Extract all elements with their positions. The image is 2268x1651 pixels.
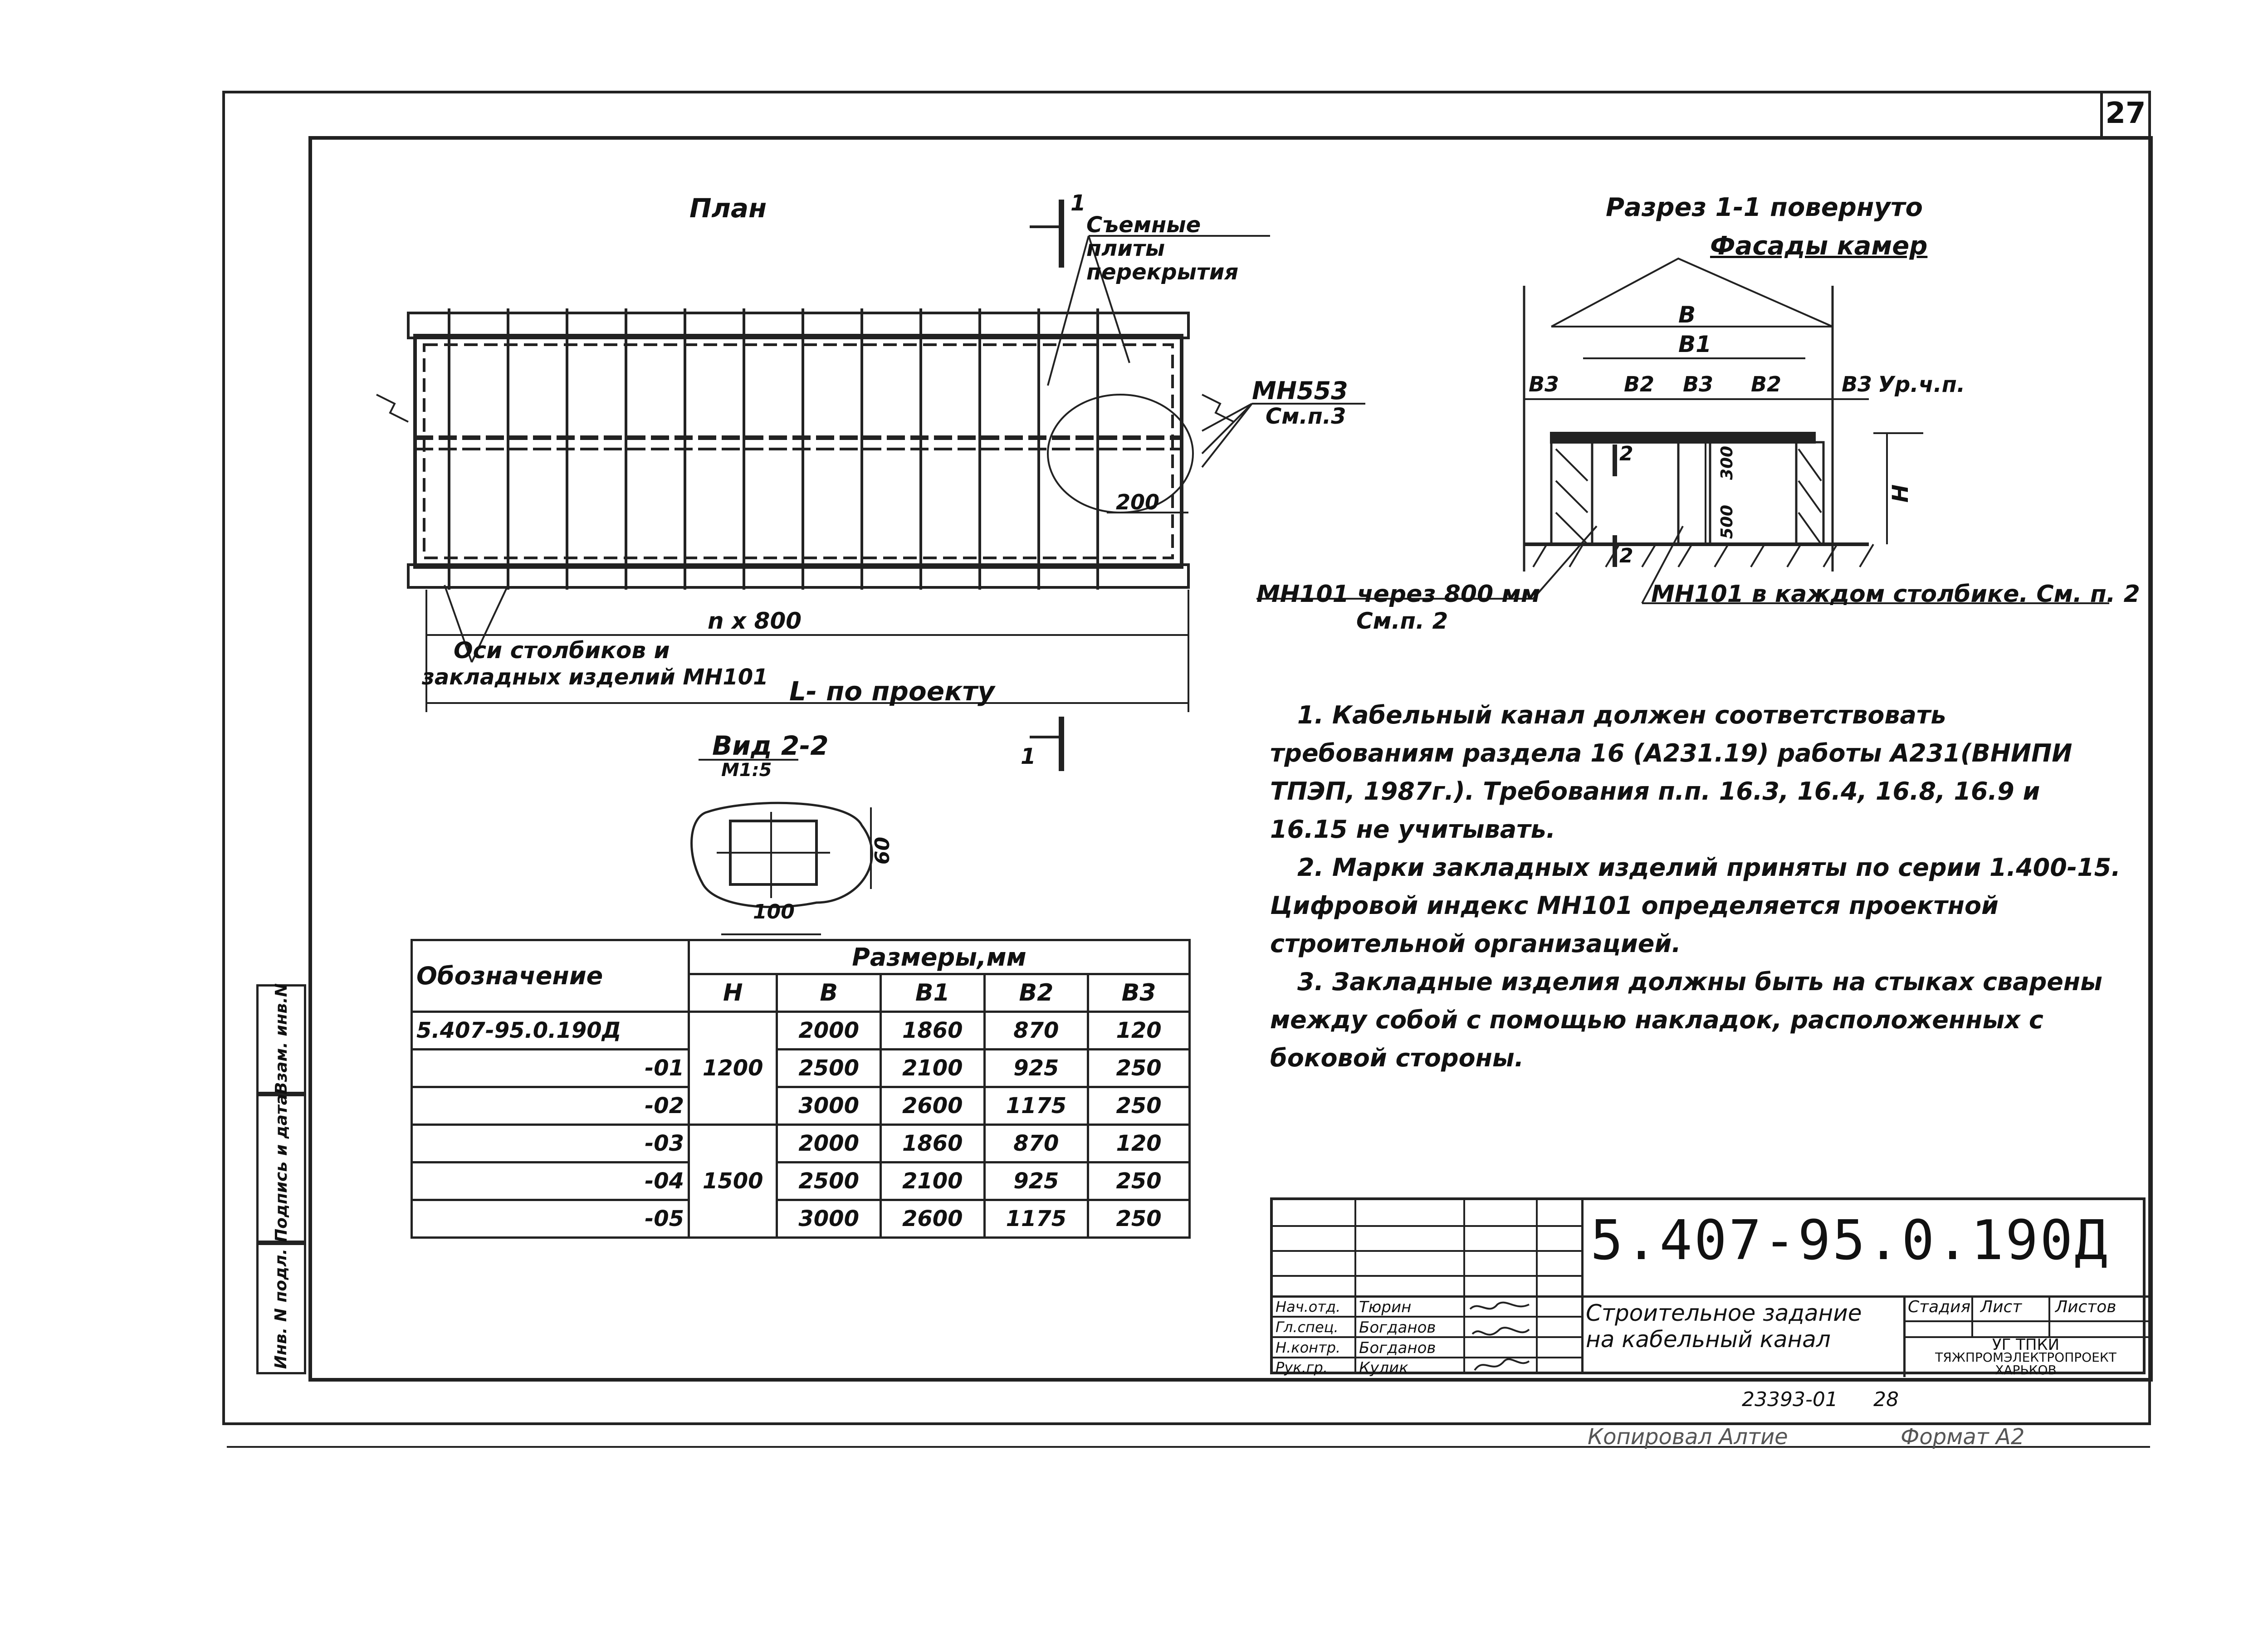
col-H: Н — [689, 974, 777, 1012]
table-row — [412, 1087, 1190, 1125]
title-block-row-2 — [1273, 1250, 1581, 1252]
notes-block — [1270, 696, 2123, 1077]
sidebar-sign: Подпись и дата — [272, 1094, 291, 1243]
title-block-divider-6 — [2048, 1295, 2050, 1336]
role-3: Н.контр. — [1276, 1339, 1341, 1356]
cell-B: 3000 — [777, 1087, 881, 1125]
cell-B2: 925 — [984, 1163, 1088, 1200]
page-number: 27 — [2100, 91, 2148, 139]
cell-B3: 250 — [1088, 1087, 1190, 1125]
role-1: Нач.отд. — [1276, 1298, 1341, 1315]
note-1: 1. Кабельный канал должен соответствовать требованиям раздела 16 (А231.19) работы А231(ВНИПИ ТПЭП, 1987г.). Требования п.п. 16.3, 16.4, 16.8, 16.9 и 16.15 не учитывать. — [1270, 701, 2072, 844]
cell-B1: 2100 — [880, 1050, 984, 1087]
org-block — [1908, 1338, 2144, 1377]
title-block — [1270, 1197, 2146, 1377]
cell-B3: 250 — [1088, 1200, 1190, 1238]
dimensions-table — [411, 939, 1191, 1239]
section-mark-2-bottom: 2 — [1619, 544, 1633, 567]
cell-H: 1500 — [689, 1125, 777, 1238]
table-row — [412, 1163, 1190, 1200]
sheet-label: Лист — [1980, 1298, 2022, 1316]
dim-B: В — [1678, 302, 1696, 328]
cell-B: 3000 — [777, 1200, 881, 1238]
role-4: Рук.гр. — [1276, 1359, 1328, 1376]
cell-designation: -04 — [412, 1163, 689, 1200]
cell-B3: 120 — [1088, 1125, 1190, 1163]
cell-B3: 250 — [1088, 1163, 1190, 1200]
note-2: 2. Марки закладных изделий приняты по серии 1.400-15. Цифровой индекс МН101 определяется проектной строительной организацией. — [1270, 853, 2121, 958]
dim-B3-right: В3 — [1842, 372, 1872, 396]
stage-label: Стадия — [1908, 1298, 1971, 1316]
title-block-row-3 — [1273, 1275, 1581, 1277]
col-B2: В2 — [984, 974, 1088, 1012]
title-block-row-5 — [1273, 1316, 1581, 1318]
col-designation-header: Обозначение — [412, 940, 689, 1012]
cell-designation: -01 — [412, 1050, 689, 1087]
dim-500: 500 — [1718, 504, 1737, 539]
view22-dim-100: 100 — [753, 900, 795, 923]
dim-B2-right: В2 — [1751, 372, 1782, 396]
cell-B1: 2600 — [880, 1200, 984, 1238]
dim-B3-left: В3 — [1529, 372, 1559, 396]
section-title: Разрез 1-1 повернуто — [1606, 193, 1923, 222]
dim-B1: В1 — [1678, 331, 1711, 357]
cell-B3: 250 — [1088, 1050, 1190, 1087]
dim-300: 300 — [1718, 445, 1737, 480]
mark-mn553: МН553 — [1252, 376, 1348, 405]
cell-B: 2500 — [777, 1163, 881, 1200]
sidebar-stamp — [256, 984, 306, 1374]
cell-designation: -05 — [412, 1200, 689, 1238]
view22-dim-60: 60 — [871, 836, 894, 865]
sidebar-vzam: Взам. инв.N — [272, 983, 291, 1095]
mn101-800-line1: МН101 через 800 мм — [1256, 581, 1540, 608]
dim-B2-left: В2 — [1624, 372, 1655, 396]
dim-H: Н — [1888, 484, 1914, 503]
cell-B2: 925 — [984, 1050, 1088, 1087]
mn101-800-line2: См.п. 2 — [1356, 608, 1448, 634]
axes-label-2: закладных изделий МН101 — [422, 664, 768, 690]
sidebar-inv: Инв. N подл. — [272, 1248, 291, 1369]
table-row — [412, 1125, 1190, 1163]
org-line-3: ХАРЬКОВ — [1995, 1363, 2057, 1377]
table-row — [412, 1200, 1190, 1238]
cell-designation: -02 — [412, 1087, 689, 1125]
signatures — [1466, 1298, 1534, 1377]
cell-B: 2500 — [777, 1050, 881, 1087]
table-row — [412, 1012, 1190, 1050]
name-4: Кулик — [1359, 1359, 1408, 1377]
mn101-each: МН101 в каждом столбике. См. п. 2 — [1651, 581, 2140, 608]
cell-designation: -03 — [412, 1125, 689, 1163]
doc-title-2: на кабельный канал — [1586, 1326, 1831, 1353]
title-block-row-8 — [1903, 1320, 2148, 1322]
org-line-2: ТЯЖПРОМЭЛЕКТРОПРОЕКТ — [1935, 1350, 2116, 1365]
cell-B2: 870 — [984, 1012, 1088, 1050]
cell-designation: 5.407-95.0.190Д — [412, 1012, 689, 1050]
view22-scale: М1:5 — [721, 760, 772, 781]
footer-page: 28 — [1873, 1388, 1899, 1411]
section-mark-2-top: 2 — [1619, 442, 1633, 465]
col-B3: В3 — [1088, 974, 1190, 1012]
cell-B: 2000 — [777, 1012, 881, 1050]
cell-B3: 120 — [1088, 1012, 1190, 1050]
title-block-row-1 — [1273, 1225, 1581, 1227]
level-label: Ур.ч.п. — [1878, 372, 1965, 397]
col-sizes-header: Размеры,мм — [689, 940, 1190, 974]
dim-B3-mid: В3 — [1683, 372, 1714, 396]
cell-B1: 2100 — [880, 1163, 984, 1200]
axes-label-1: Оси столбиков и — [454, 637, 670, 664]
table-row — [412, 1050, 1190, 1087]
cell-B: 2000 — [777, 1125, 881, 1163]
cell-B2: 1175 — [984, 1200, 1088, 1238]
doc-code: 5.407-95.0.190Д — [1590, 1209, 2109, 1272]
plan-dim-200: 200 — [1116, 490, 1160, 514]
note-3: 3. Закладные изделия должны быть на стыках сварены между собой с помощью накладок, расположенных с боковой стороны. — [1270, 967, 2102, 1072]
footer-number: 23393-01 — [1742, 1388, 1838, 1411]
section-mark-top: 1 — [1070, 190, 1086, 216]
plan-title: План — [689, 193, 767, 224]
mark-mn553-note: См.п.3 — [1266, 404, 1346, 429]
doc-title-1: Строительное задание — [1586, 1300, 1862, 1326]
name-2: Богданов — [1359, 1319, 1436, 1337]
cell-B1: 2600 — [880, 1087, 984, 1125]
section-subtitle: Фасады камер — [1710, 231, 1928, 261]
cell-B2: 870 — [984, 1125, 1088, 1163]
sidebar-vzam-cell — [256, 984, 306, 1094]
cell-B1: 1860 — [880, 1012, 984, 1050]
role-2: Гл.спец. — [1276, 1319, 1339, 1336]
sidebar-sign-cell — [256, 1094, 306, 1243]
plan-callout-slabs: Съемные плиты перекрытия — [1086, 212, 1239, 285]
col-B: В — [777, 974, 881, 1012]
sidebar-inv-cell — [256, 1243, 306, 1374]
plan-length-label: L- по проекту — [789, 676, 995, 707]
title-block-divider-5 — [1971, 1295, 1973, 1336]
col-B1: В1 — [880, 974, 984, 1012]
view22-title: Вид 2-2 — [712, 730, 829, 761]
sheets-label: Листов — [2055, 1298, 2116, 1316]
name-3: Богданов — [1359, 1339, 1436, 1357]
footer-format: Формат А2 — [1901, 1424, 2025, 1450]
section-mark-bottom: 1 — [1021, 744, 1036, 769]
plan-dim-n800: n x 800 — [708, 608, 802, 634]
cell-B2: 1175 — [984, 1087, 1088, 1125]
name-1: Тюрин — [1359, 1298, 1412, 1316]
cell-H: 1200 — [689, 1012, 777, 1125]
cell-B1: 1860 — [880, 1125, 984, 1163]
org-line-1: УГ ТПКИ — [1992, 1336, 2060, 1354]
footer-copied: Копировал Алтие — [1588, 1424, 1788, 1450]
